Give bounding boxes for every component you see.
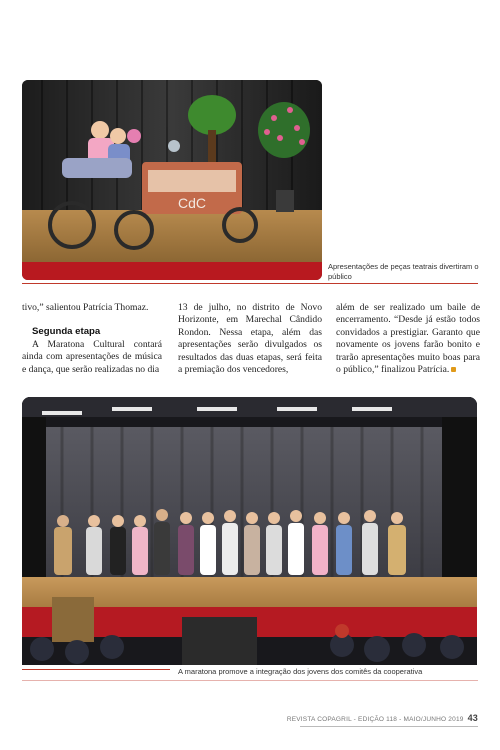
cart-sign: CdC xyxy=(177,195,207,211)
column-2-body: 13 de julho, no distrito de Novo Horizonte, em Marechal Cândido Rondon. Nessa etapa, além das apresentações serão divulgados os resultados das duas etapas, será feita a premiação dos vencedores, xyxy=(178,302,322,376)
column-1-first-line: tivo,” salientou Patrícia Thomaz. xyxy=(22,302,149,313)
caption-underline xyxy=(22,680,478,681)
column-1 xyxy=(22,302,162,376)
caption-divider xyxy=(22,283,478,284)
page-footer xyxy=(287,713,478,723)
end-of-article-icon xyxy=(451,367,456,372)
theater-photo-caption: Apresentações de peças teatrais divertiram o público xyxy=(328,262,479,281)
group-stage-photo xyxy=(22,397,477,665)
column-2 xyxy=(178,302,322,376)
theater-photo xyxy=(22,80,322,280)
subheading: Segunda etapa xyxy=(32,326,101,338)
group-photo-caption: A maratona promove a integração dos jovens dos comitês da cooperativa xyxy=(178,667,423,676)
column-3 xyxy=(336,302,480,376)
footer-text: REVISTA COPAGRIL - EDIÇÃO 118 - MAIO/JUNHO 2019 xyxy=(286,716,464,723)
column-3-body: além de ser realizado um baile de encerramento. “Desde já estão todos convidados a prestigiar. Garanto que novamente os jovens farão bonito e trarão apresentações muito boas para o público,” finalizou Patrícia. xyxy=(336,302,480,376)
footer-rule xyxy=(300,726,478,727)
group-stage-photo-illustration xyxy=(22,397,477,665)
caption-rule-left xyxy=(22,669,170,670)
theater-photo-illustration xyxy=(22,80,322,280)
column-1-body: A Maratona Cultural contará ainda com apresentações de música e dança, que serão realizadas no dia xyxy=(22,338,162,375)
page-number: 43 xyxy=(467,713,478,723)
